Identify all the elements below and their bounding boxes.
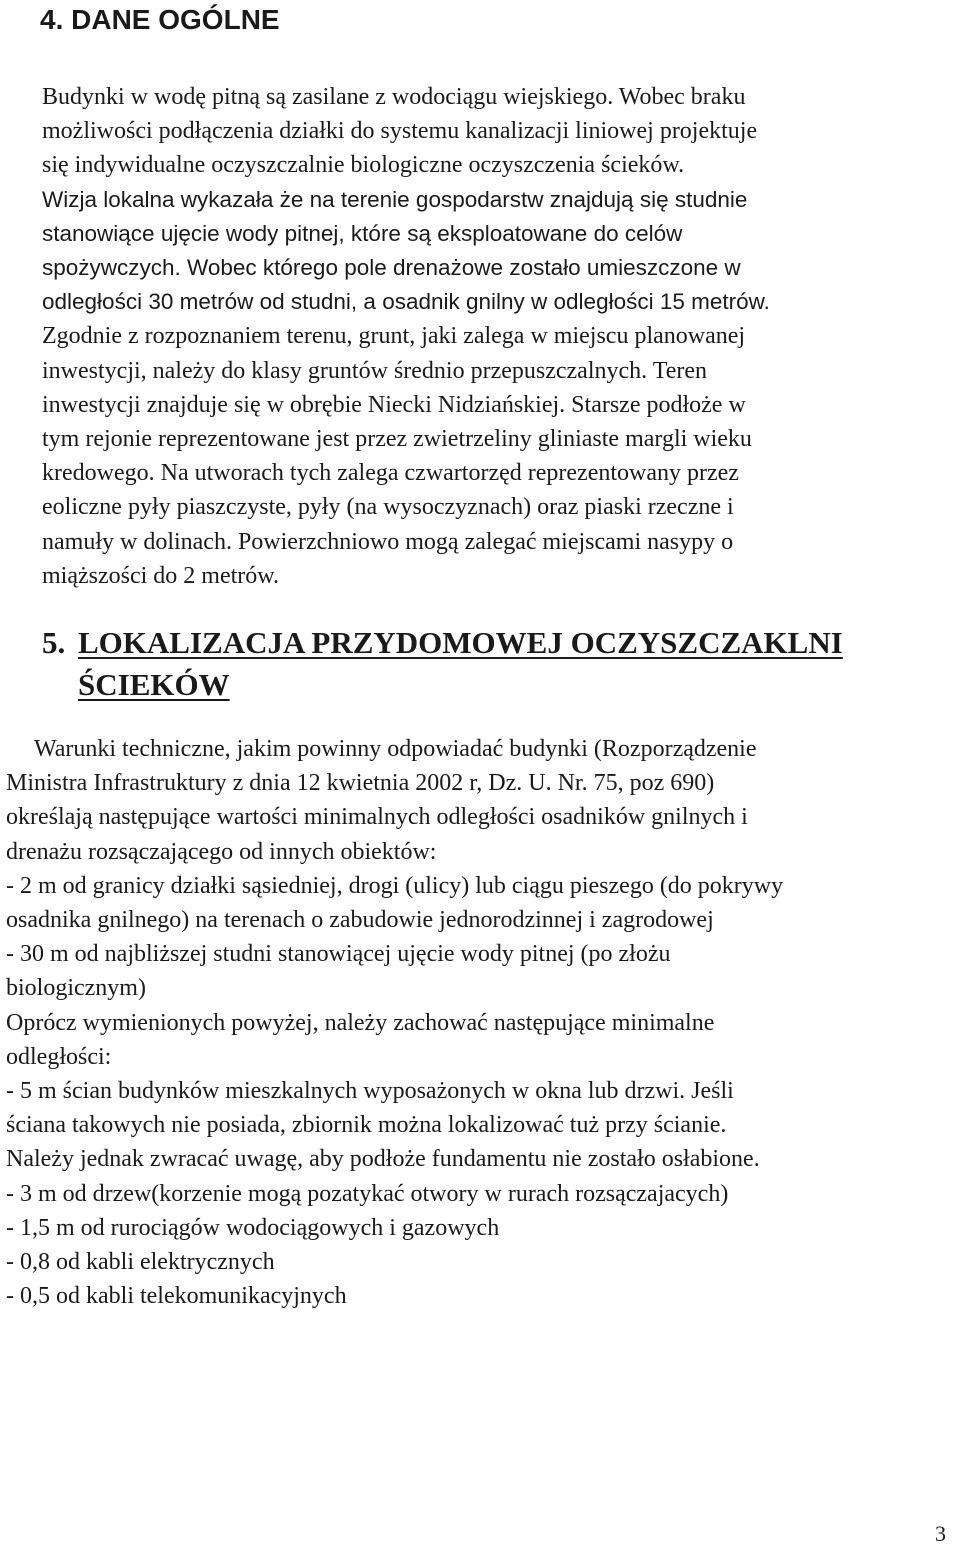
text-line: możliwości podłączenia działki do systemu kanalizacji liniowej projektuje bbox=[42, 118, 758, 145]
text-line: Oprócz wymienionych powyżej, należy zachować następujące minimalne bbox=[6, 1009, 715, 1036]
text-line: stanowiące ujęcie wody pitnej, które są eksploatowane do celów bbox=[42, 220, 683, 246]
text-line: ściana takowych nie posiada, zbiornik można lokalizować tuż przy ścianie. bbox=[6, 1112, 727, 1139]
text-line: Warunki techniczne, jakim powinny odpowiadać budynki (Rozporządzenie bbox=[34, 736, 757, 762]
text-line: namuły w dolinach. Powierzchniowo mogą zalegać miejscami nasypy o bbox=[42, 528, 734, 555]
text-line: inwestycji znajduje się w obrębie Niecki Nidziańskiej. Starsze podłoże w bbox=[42, 391, 746, 418]
section-5-heading bbox=[42, 622, 843, 706]
text-line: - 1,5 m od rurociągów wodociągowych i gazowych bbox=[6, 1214, 500, 1241]
text-line: - 3 m od drzew(korzenie mogą pozatykać otwory w rurach rozsączajacych) bbox=[6, 1180, 729, 1207]
section-4-paragraph bbox=[42, 80, 770, 593]
text-line: spożywczych. Wobec którego pole drenażowe zostało umieszczone w bbox=[42, 255, 741, 281]
text-line: - 5 m ścian budynków mieszkalnych wyposażonych w okna lub drzwi. Jeśli bbox=[6, 1078, 734, 1105]
text-line: miąższości do 2 metrów. bbox=[42, 562, 280, 589]
text-line: tym rejonie reprezentowane jest przez zwietrzeliny gliniaste margli wieku bbox=[42, 426, 752, 453]
text-line: biologicznym) bbox=[6, 975, 146, 1002]
page-number: 3 bbox=[935, 1521, 946, 1546]
text-line: określają następujące wartości minimalnych odległości osadników gnilnych i bbox=[6, 804, 748, 831]
text-line: drenażu rozsączającego od innych obiektów: bbox=[6, 838, 437, 865]
text-line: Wizja lokalna wykazała że na terenie gospodarstw znajdują się studnie bbox=[42, 186, 748, 212]
text-line: się indywidualne oczyszczalnie biologiczne oczyszczenia ścieków. bbox=[42, 152, 685, 179]
text-line: osadnika gnilnego) na terenach o zabudowie jednorodzinnej i zagrodowej bbox=[6, 907, 714, 934]
text-line: odległości 30 metrów od studni, a osadnik gnilny w odległości 15 metrów. bbox=[42, 289, 770, 315]
text-line: kredowego. Na utworach tych zalega czwartorzęd reprezentowany przez bbox=[42, 460, 739, 487]
section-5-title-line-1: LOKALIZACJA PRZYDOMOWEJ OCZYSZCZAKLNI bbox=[78, 625, 843, 660]
text-line: - 2 m od granicy działki sąsiedniej, drogi (ulicy) lub ciągu pieszego (do pokrywy bbox=[6, 872, 784, 899]
text-line: Należy jednak zwracać uwagę, aby podłoże fundamentu nie zostało osłabione. bbox=[6, 1146, 760, 1173]
section-5-number: 5. bbox=[42, 625, 66, 660]
section-5-title-line-2: ŚCIEKÓW bbox=[78, 667, 230, 702]
text-line: eoliczne pyły piaszczyste, pyły (na wysoczyznach) oraz piaski rzeczne i bbox=[42, 494, 734, 521]
text-line: - 0,5 od kabli telekomunikacyjnych bbox=[6, 1283, 347, 1310]
text-line: Ministra Infrastruktury z dnia 12 kwietnia 2002 r, Dz. U. Nr. 75, poz 690) bbox=[6, 770, 715, 797]
text-line: - 30 m od najbliższej studni stanowiącej ujęcie wody pitnej (po złożu bbox=[6, 941, 671, 968]
section-5-paragraph bbox=[6, 732, 783, 1313]
text-line: inwestycji, należy do klasy gruntów średnio przepuszczalnych. Teren bbox=[42, 357, 707, 384]
text-line: odległości: bbox=[6, 1043, 112, 1070]
text-line: Zgodnie z rozpoznaniem terenu, grunt, jaki zalega w miejscu planowanej bbox=[42, 323, 746, 350]
text-line: Budynki w wodę pitną są zasilane z wodociągu wiejskiego. Wobec braku bbox=[42, 84, 746, 110]
text-line: - 0,8 od kabli elektrycznych bbox=[6, 1249, 275, 1276]
section-4-heading: 4. DANE OGÓLNE bbox=[40, 4, 280, 35]
